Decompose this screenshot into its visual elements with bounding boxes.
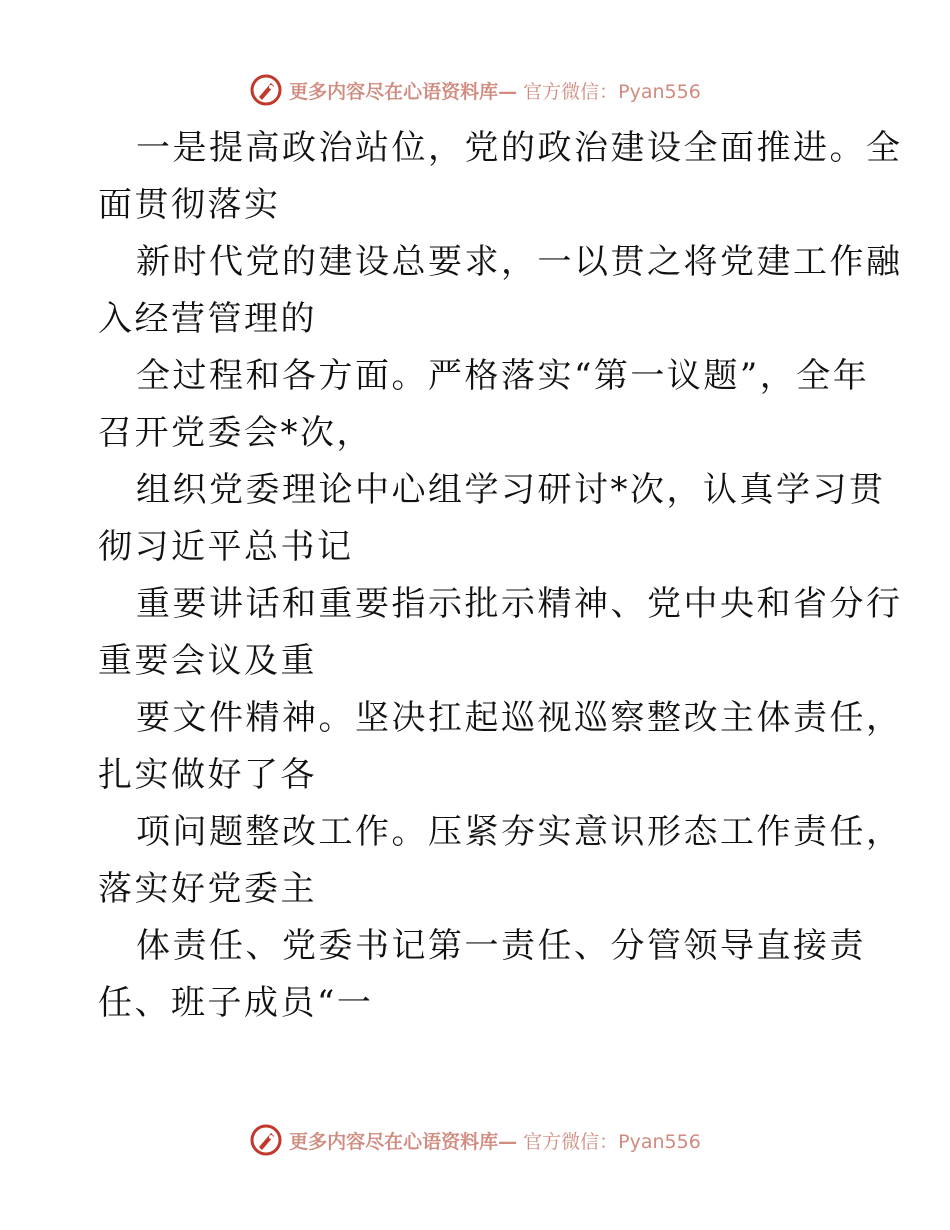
paragraph: [98, 120, 903, 234]
paragraph: [98, 918, 866, 1032]
paragraph-line: 召开党委会*次，: [98, 413, 373, 453]
watermark-text: 更多内容尽在心语资料库—: [289, 1130, 518, 1153]
paragraph-line: 重要讲话和重要指示批示精神、党中央和省分行: [136, 584, 903, 624]
paragraph-line: 组织党委理论中心组学习研讨*次，认真学习贯: [136, 470, 886, 510]
paragraph-line: 要文件精神。坚决扛起巡视巡察整改主体责任，: [136, 698, 903, 738]
paragraph-line: 落实好党委主: [98, 869, 317, 909]
paragraph-line: 任、班子成员“一: [98, 983, 374, 1023]
watermark-wechat: 官方微信：Pyan556: [523, 1130, 701, 1153]
paragraph-line: 扎实做好了各: [98, 755, 317, 795]
paragraph: [98, 234, 903, 348]
watermark-header: [0, 70, 950, 110]
paragraph-line: 新时代党的建设总要求，一以贯之将党建工作融: [136, 242, 903, 282]
watermark-footer: [0, 1120, 950, 1160]
paragraph-line: 体责任、党委书记第一责任、分管领导直接责: [136, 926, 866, 966]
paragraph-line: 重要会议及重: [98, 641, 317, 681]
paragraph-line: 面贯彻落实: [98, 185, 281, 225]
paragraph: [98, 690, 903, 804]
paragraph-line: 彻习近平总书记: [98, 527, 354, 567]
paragraph-line: 一是提高政治站位，党的政治建设全面推进。全: [136, 128, 903, 168]
watermark-wechat: 官方微信：Pyan556: [523, 80, 701, 103]
paragraph: [98, 462, 886, 576]
document-body: [98, 120, 903, 1032]
paragraph: [98, 804, 903, 918]
pen-nib-circle-icon: [249, 73, 283, 107]
pen-nib-circle-icon: [249, 1123, 283, 1157]
paragraph-line: 入经营管理的: [98, 299, 317, 339]
watermark-text: 更多内容尽在心语资料库—: [289, 80, 518, 103]
paragraph: [98, 576, 903, 690]
paragraph: [98, 348, 870, 462]
paragraph-line: 全过程和各方面。严格落实“第一议题”，全年: [136, 356, 870, 396]
paragraph-line: 项问题整改工作。压紧夯实意识形态工作责任，: [136, 812, 903, 852]
